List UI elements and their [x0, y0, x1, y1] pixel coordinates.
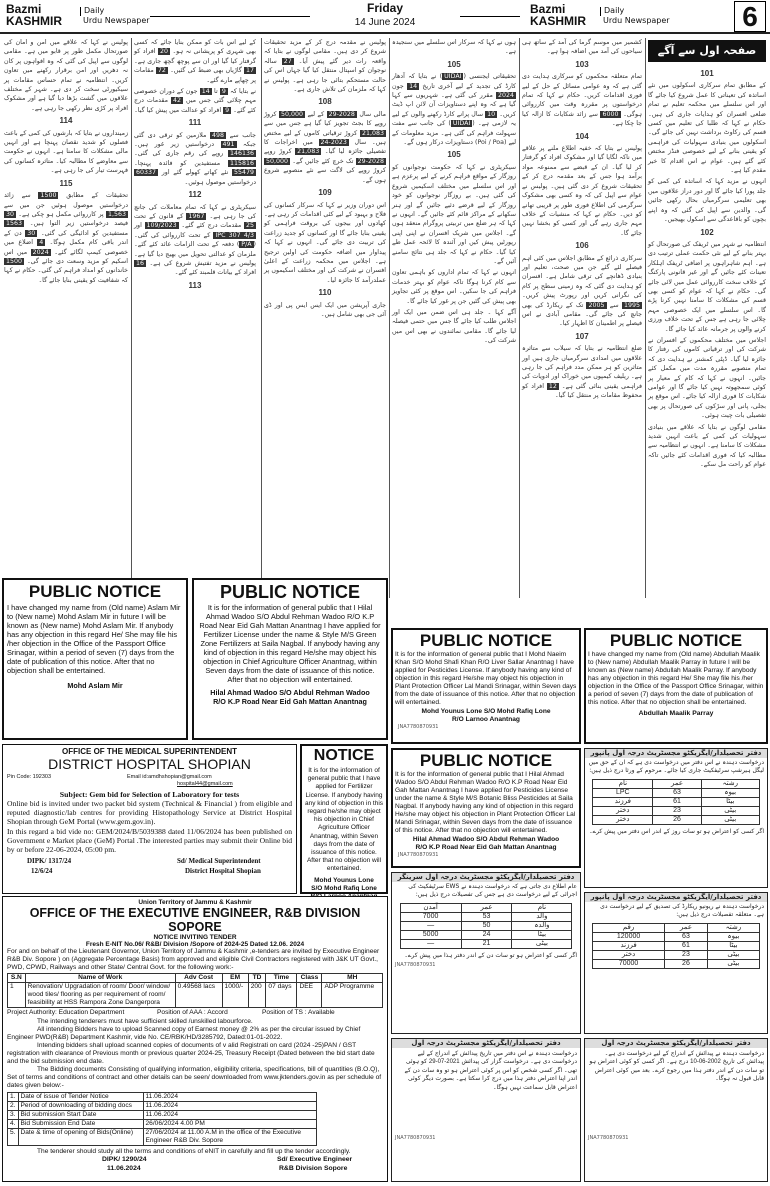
table-row	[8, 1111, 317, 1120]
tender-footnote: The tenderer should study all the terms and conditions of eNIT in carefully and fill up the tender accordingly.	[37, 1148, 351, 1155]
notice-title: PUBLIC NOTICE	[419, 631, 553, 650]
tender-condition: The intending tenderers must have sufficient skilled /unskilled labourforce.	[37, 1018, 253, 1025]
brand-daily: Daily	[600, 7, 624, 16]
table-cell: Period of downloading of bidding docs	[18, 1102, 143, 1111]
notice-title: PUBLIC NOTICE	[609, 631, 743, 650]
table-cell: 11.06.2024	[143, 1111, 317, 1120]
email-address-2: hospital44@gmail.com	[177, 781, 233, 787]
table-cell: 21	[461, 939, 512, 948]
notice-title: PUBLIC NOTICE	[219, 582, 360, 602]
notice-subject: Subject: Gem bid for Selection of Laboratory for tests	[59, 790, 240, 799]
table-cell: 1000/-	[222, 983, 248, 1008]
table-cell: Bid Submission End Date	[18, 1120, 143, 1129]
column-header: Class	[297, 974, 322, 983]
header-rule	[150, 16, 310, 17]
notice-signature: Hilal Ahmad Wadoo S/O Abdul Rehman Wadoo	[210, 688, 370, 697]
schedule-table	[7, 1092, 317, 1146]
notice-body: Online bid is invited under two packet bid system (Technical & Financial ) from eligible and reputed diagnostic/lab centres for providing Histopathology Service at District Hospital Shopian through GeM Portal (www.gem.gov.in).	[7, 799, 292, 826]
table-cell: 24	[461, 930, 512, 939]
column-header: MH	[322, 974, 383, 983]
table-cell: 2.	[8, 1102, 19, 1111]
email-address: Email id:amdhshopian@gmail.com	[127, 774, 212, 780]
column-rule	[261, 38, 262, 598]
table-cell: LPC	[593, 788, 653, 797]
notice-address: District Hospital Shopian	[185, 867, 261, 875]
urdu-classified-ad: دفتر تحصیلدار/ایگزیکٹو مجسٹریٹ درجہ اول درخواست دہندہ نے پیدائش کے اندراج کے لیے درخواست دی ہے۔ پیدائش کی تاریخ 10-06-2002 درج ہے۔ اگر کسی کو کوئی اعتراض ہو تو سات دن کے اندر دفتر ہذا میں رجوع کرے۔ بعد میں کوئی اعتراض قابل قبول نہ ہوگا۔ JNA7780870931	[584, 1038, 768, 1182]
table-cell: 1	[8, 983, 26, 1008]
notice-signature: Mohd Younus Lone S/O Mohd Rafiq Lone	[421, 708, 551, 715]
story-number: 113	[188, 280, 202, 290]
column-rule	[519, 38, 520, 598]
story-number: 114	[59, 116, 73, 126]
column-header: S.N	[8, 974, 26, 983]
story-number: 105	[447, 59, 461, 69]
column-rule	[645, 38, 646, 598]
birth-date: 29-07-2021	[428, 1059, 460, 1065]
table-cell: 7000	[400, 912, 461, 921]
article-column: پولیس نے مقدمہ درج کر کے مزید تحقیقات شروع کر دی ہیں۔ مقامی لوگوں نے بتایا کہ واقعہ رات دیر گئے پیش آیا۔ 27 سالہ نوجوان کو اسپتال منتقل کیا گیا جہاں اس کی حالت مستحکم بتائی جا رہی ہے۔ پولیس نے کہا کہ ملزمان کی تلاش جاری ہے۔ 108 مالی سال 2028-29 کے لیے 50,000 کروڑ روپے کا بجٹ تجویز کیا گیا ہے جس میں سے 21,083 کروڑ ترقیاتی کاموں کے لیے مختص ہیں۔ سال 2023-24 میں اخراجات کا تفصیلی جائزہ لیا گیا۔ 21,083 کروڑ روپے 2028-29 تک خرچ کئے جائیں گے۔ 50,000 کروڑ روپے کی لاگت سے نئے منصوبے شروع ہوں گے۔ 109 اس دوران وزیر نے کہا کہ سرکار کسانوں کی فلاح و بہبود کے لیے کئی اقدامات کر رہی ہے۔ کھادوں اور بیجوں کی بروقت فراہمی کو یقینی بنایا جائے گا اور کسانوں کو جدید زراعت کی تربیت دی جائے گی۔ انہوں نے کہا کہ پیداوار میں اضافہ حکومت کی اولین ترجیح ہے۔ اجلاس میں محکمہ زراعت کے اعلیٰ افسران نے شرکت کی اور مختلف اسکیموں پر عملدرآمد کا جائزہ لیا۔ 110 جاری آپریشن میں ایک ایس ایس پی اور ڈی آئی جی بھی شامل ہیں۔	[264, 39, 386, 318]
public-notice-fertilizer	[192, 578, 388, 740]
table-header-row	[8, 974, 383, 983]
project-authority: Project Authority: Education Department	[7, 1009, 125, 1016]
urdu-classified-ad: دفتر تحصیلدار/ایگزیکٹو مجسٹریٹ درجہ اول پانپور درخواست دہندہ نے اس دفتر میں درخواست دی ہے کہ ان کے حق میں لیگل ہیرشپ سرٹیفکیٹ جاری کیا جائے۔ مرحوم کے ورثا درج ذیل ہیں: نام عمر رشتہ LPC 63 بیوہ فرزند 61 بیٹا دختر 23 بیٹی دختر 26 بیٹی اگر کسی کو اعتراض ہو تو سات روز کے اندر اس دفتر میں پیش کرے۔	[584, 748, 768, 888]
section-banner: صفحہ اول سے آگے	[648, 40, 766, 62]
story-number: 106	[575, 241, 589, 251]
table-cell: 5000	[400, 930, 461, 939]
column-header: EM	[222, 974, 248, 983]
table-cell: 63	[664, 932, 707, 941]
notice-title: PUBLIC NOTICE	[28, 582, 162, 601]
heirs-table: رقم عمر رشتہ 120000 63 بیوہ فرزند 61 بیٹا دختر 23 بیٹی 70000 26 بیٹی	[592, 923, 759, 969]
table-cell: 11.06.2024	[143, 1093, 317, 1102]
tender-condition: All intending Bidders have to upload Scanned copy of Earnest money @ 2% as per the circular issued by Chief Engineer PWD(R&B) Department Kashmir, vide No. CE/RBK/HD/3285792, Dated:01-01-2022.	[7, 1026, 361, 1041]
notice-signature: Mohd Younus Lone	[314, 876, 374, 884]
story-number: 112	[188, 190, 202, 200]
ad-code: JNA7780870931	[398, 852, 439, 858]
notice-address: S/O Mohd Rafiq Lone	[311, 884, 377, 892]
public-notice-name-change	[2, 578, 188, 740]
office-name: OFFICE OF THE MEDICAL SUPERINTENDENT	[62, 747, 237, 756]
story-number: 107	[575, 331, 589, 341]
notice-body: I have changed my name from (Old name) Abdullah Maalik to (New name) Abdullah Maalik Parray in future I will be known as (New name) Abdullah Maalik Parray. If anybody has any objection in this regard He/ She may file his /her objection in the Office of the Passport Office Srinagar, within a period of seven (7) days from the date of publication of this notice. After that no objection shall be entertained.	[588, 651, 764, 706]
notice-address: R/O Larnoo Anantnag	[452, 716, 520, 723]
notice-signature: Sd/ Medical Superintendent	[177, 857, 261, 865]
table-cell: 26	[653, 815, 701, 824]
story-number: 115	[59, 178, 73, 188]
public-notice-name-change-2	[584, 628, 768, 744]
column-header: Name of Work	[25, 974, 175, 983]
story-number: 101	[700, 69, 714, 78]
ad-code: JNA7780870931	[588, 1134, 629, 1141]
urdu-classified-ad: دفتر تحصیلدار/ایگزیکٹو مجسٹریٹ درجہ اول پانپور درخواست دہندہ نے ریونیو ریکارڈ کی تصدیق کے لیے درخواست دی ہے۔ متعلقہ تفصیلات درج ذیل ہیں: رقم عمر رشتہ 120000 63 بیوہ فرزند 61 بیٹا دختر 23 بیٹی 70000 26 بیٹی	[584, 892, 768, 1034]
article-column: ہوں نے کہا کہ سرکار اس سلسلے میں سنجیدہ ہے۔ 105 تحقیقاتی ایجنسی (UIDAI) نے بتایا کہ آدھار کارڈ کی تجدید کے لیے آخری تاریخ 14 جون 2024 مقرر کی گئی ہے۔ شہریوں سے کہا گیا ہے کہ وہ اپنے دستاویزات آن لائن اپ ڈیٹ کریں۔ 10 سال پرانے کارڈ رکھنے والوں کے لیے یہ لازمی ہے۔ (UIDAI) کی جانب سے مفت سہولت فراہم کی گئی ہے۔ مزید معلومات کے لیے (Poi / Poa) دستاویزات درکار ہوں گے۔ 105 سیکریٹری نے کہا کہ حکومت نوجوانوں کو روزگار کے مواقع فراہم کرنے کے لیے پرعزم ہے اور اس سلسلے میں مختلف اسکیمیں شروع کی گئی ہیں۔ بے روزگار نوجوانوں کو خود روزگار کے لیے قرضے دئیے جائیں گے اور ہنر سکھانے کے مراکز قائم کئے جائیں گے۔ انہوں نے کہا کہ ہر ضلع میں تربیتی پروگرام منعقد ہوں گے۔ اجلاس میں شریک افسران نے اپنی اپنی رپورٹیں پیش کیں اور آئندہ کا لائحہ عمل طے کیا گیا۔ حکام نے کہا کہ جلد ہی نتائج سامنے آئیں گے۔ انہوں نے کہا کہ تمام اداروں کو باہمی تعاون سے کام کرنا ہوگا تاکہ عوام کو بہتر خدمات فراہم کی جا سکیں۔ اس موقع پر کئی تجاویز بھی پیش کی گئیں جن پر غور کیا جائے گا۔ آگے کہا ۔ جلد ہی اس ضمن میں ایک اور اجلاس طلب کیا جائے گا جس میں حتمی فیصلہ لیا جائے گا۔ مقامی نمائندوں نے بھی اس میں شرکت کی۔	[392, 39, 516, 345]
notice-intro: For and on behalf of the Lieutenant Governor, Union Territory of Jammu & Kashmir ,e-tenders are invited by Executive Engineer R&B Div. Sopore ) on (Aggregate Percentage Basis) from approved and eligible Civil Contractors registered with J&K UT Govt., PWD, CPWD, Railways and other State/ Central Govt. for the following work:-	[7, 948, 380, 971]
table-cell: DEE	[297, 983, 322, 1008]
office-name: OFFICE OF THE EXECUTIVE ENGINEER, R&B DIVISION SOPORE	[29, 906, 361, 934]
table-cell: 5.	[8, 1129, 19, 1146]
story-number: 104	[575, 131, 589, 141]
tender-notice	[2, 896, 388, 1182]
brand-tagline: Urdu Newspaper	[603, 16, 670, 25]
ut-name: Union Territory of Jammu & Kashmir	[138, 899, 252, 906]
table-cell: 61	[653, 797, 701, 806]
applicants-table: آمدن عمر نام 7000 53 والد — 50 والدہ 5000 24 بیٹا — 21 بیٹی	[400, 903, 573, 949]
notice-signature: Abdullah Maalik Parray	[638, 710, 714, 717]
table-cell: 0.49568 lacs	[175, 983, 222, 1008]
brand-name: KASHMIR	[6, 14, 62, 28]
notice-signature: Sd/ Executive Engineer	[277, 1156, 353, 1163]
table-cell: ADP Programme	[322, 983, 383, 1008]
dipk-ref: DIPK/ 1317/24	[27, 857, 72, 865]
column-rule	[389, 38, 390, 598]
table-cell: 23	[653, 806, 701, 815]
brand-name: KASHMIR	[530, 14, 586, 28]
table-cell: 70000	[593, 959, 665, 968]
article-column: پولیس نے کہا کہ علاقے میں امن و امان کی صورتحال مکمل طور پر قابو میں ہے۔ مقامی لوگوں سے اپیل کی گئی کہ وہ افواہوں پر کان نہ دھریں اور امن برقرار رکھنے میں تعاون کریں۔ انتظامیہ نے تمام حساس مقامات پر سیکیورٹی سخت کر دی ہے۔ شہر کے مختلف علاقوں میں گشت بڑھا دیا گیا ہے اور مشکوک افراد پر کڑی نظر رکھی جا رہی ہے۔ 114 زمینداروں نے بتایا کہ بارشوں کی کمی کے باعث فصلوں کو شدید نقصان پہنچا ہے اور انہیں مالی مشکلات کا سامنا ہے۔ انہوں نے حکومت سے معاوضے کا مطالبہ کیا۔ متاثرہ کسانوں کی فہرست تیار کی جا رہی ہے۔ 115 تحقیقات کے مطابق 1500 سے زائد درخواستیں موصول ہوئیں جن میں سے 1,563 پر کارروائی مکمل ہو چکی ہے۔ 30 فیصد درخواستیں زیر التوا ہیں۔ 1563 مستفیدین کو ادائیگی کی گئی۔ 30 دن کے اندر باقی کام مکمل ہوگا۔ 4 اضلاع میں خصوصی کیمپ لگائے گئے۔ 2024 میں اس اسکیم کو مزید وسعت دی جائے گی۔ 1500 خاندانوں کو امداد فراہم کی گئی۔ حکام نے کہا کہ شفافیت کو یقینی بنایا جائے گا۔	[4, 39, 128, 284]
notice-title: NOTICE	[313, 747, 375, 764]
notice-body: It is for the information of general public that I Mohd Naeim Khan S/O Mohd Shafi Khan R/O Liver Sallar Anantnag I have applied for Pesticides License. If anybody having any kind of objection in this regard He/she may object his objection in Plant Protection Officer Lal Mandi Srinagar, within Seven days from the date of issuance of this notice. After that no objection will entertained.	[395, 651, 577, 706]
story-number: 102	[700, 227, 714, 237]
notice-body: I have changed my name from (Old name) Aslam Mir to (New name) Mohd Aslam Mir in future I will be known as (New name) Mohd Aslam Mir. If anybody has any objection in this regard He/ She may file his /her objection in the Office of the Passport Office Srinagar, within a period of seven (7) days from the date of publication of this notice. After that no objection shall be entertained.	[7, 603, 181, 675]
notice-body: In this regard a bid vide no: GEM/2024/B/5039388 dated 11/06/2024 has been published on Government e Market place (GeM) Portal .The interested parties may submit their Online bid by or before 22-06-2024, 05:00 pm.	[7, 827, 292, 854]
ad-code: JNA7780870931	[395, 1135, 436, 1141]
brand-daily: Daily	[80, 7, 104, 16]
notice-title: PUBLIC NOTICE	[419, 751, 553, 770]
story-number: 105	[447, 150, 461, 160]
notice-body: It is for the information of general public that I have applied for Fertilizer License. If anybody having any kind of objection in this regard he/she may object his objection in Chief Agriculture Officer Anantnag, within Seven days from the date of issuance of this notice. After that no objection will entertained.	[304, 767, 384, 873]
table-row	[8, 1102, 317, 1111]
table-cell: 26/06/2024 4.00 PM	[143, 1120, 317, 1129]
table-row	[8, 983, 383, 1008]
table-cell: 23	[664, 950, 707, 959]
work-table	[7, 973, 383, 1008]
notice-address: R&B Division Sopore	[279, 1165, 348, 1172]
table-cell: Date & time of opening of Bids(Online)	[18, 1129, 143, 1146]
table-cell: 11.06.2024	[143, 1102, 317, 1111]
table-row	[8, 1093, 317, 1102]
masthead	[0, 0, 770, 34]
nit-number: Fresh E-NIT No.06/ R&B/ Division /Sopore of 2024-25 Dated 12.06. 2024	[85, 941, 305, 948]
story-number: 110	[318, 288, 332, 298]
story-number: 111	[188, 118, 202, 128]
ad-code: JNA7780870931	[395, 962, 436, 968]
notice-body: It is for the information of general public that I Hilal Ahmad Wadoo S/O Abdul Rehman Wadoo R/O K.P Road Near Eid Gah Mattan Anantnag I have applied for Pesticides License under the name & Style M/S Botanic Bliss Pesticides at Saila Nagbal. If anybody having any kind of objection in this regard He/she may object his objection in Plant Protection Officer Lal Mandi Srinagar, within Seven days from the date of issuance of this notice. After that no objection will entertained.	[395, 771, 576, 834]
table-cell: Date of issue of Tender Notice	[18, 1093, 143, 1102]
hospital-name: DISTRICT HOSPITAL SHOPIAN	[48, 756, 251, 772]
notice-subtitle: NOTICE INVITING TENDER	[153, 934, 237, 941]
tender-condition: The Bidding documents Consisting of qualifying information, eligibility criteria, specifications, bill of quantities (B.O.Q), Set of terms and conditions of contract and other details can be seen/ downloaded from www.jktenders.gov.in as per schedule of dates given below:-	[7, 1066, 382, 1089]
table-cell: 53	[461, 912, 512, 921]
story-number: 109	[318, 188, 332, 198]
pin-code: Pin Code: 192303	[7, 774, 52, 780]
article-column: 101 کے مطابق تمام سرکاری اسکولوں میں نئے اساتذہ کی تعیناتی کا عمل شروع کیا جائے گا اور اس سلسلے میں محکمہ تعلیم نے تمام ضلعی افسران کو ہدایات جاری کی ہیں۔ حکام نے کہا کہ طلبا کی تعلیم میں کسی قسم کی رکاوٹ برداشت نہیں کی جائے گی۔ اسکولوں میں بنیادی سہولیات کی فراہمی کو یقینی بنانے کے لیے خصوصی فنڈز مختص کئے گئے ہیں۔ عوام نے اس اقدام کا خیر مقدم کیا ہے۔ انہوں نے مزید کہا کہ اساتذہ کی کمی کو جلد پورا کیا جائے گا اور دور دراز علاقوں میں بھی تعلیمی سرگرمیاں بحال رکھی جائیں گی۔ والدین سے اپیل کی گئی کہ وہ اپنے بچوں کو باقاعدگی سے اسکول بھیجیں۔ 102 انتظامیہ نے شہر میں ٹریفک کی صورتحال کو بہتر بنانے کے لیے نئی حکمت عملی ترتیب دی ہے۔ اہم شاہراہوں پر اضافی ٹریفک اہلکار تعینات کئے جائیں گے اور غیر قانونی پارکنگ کے خلاف سخت کارروائی عمل میں لائی جائے گی۔ حکام نے کہا کہ عوام کو کسی بھی قسم کی مشکلات کا سامنا نہیں کرنا پڑے گا۔ اس سلسلے میں ایک خصوصی مہم چلائی جا رہی ہے جس کے تحت خلاف ورزی کرنے والوں پر جرمانہ عائد کیا جائے گا۔ اجلاس میں مختلف محکموں کے افسران نے شرکت کی اور ترقیاتی کاموں کی رفتار کا جائزہ لیا گیا۔ ڈپٹی کمشنر نے ہدایت دی کہ تمام منصوبے مقررہ مدت میں مکمل کئے جائیں۔ انہوں نے کہا کہ کام کے معیار پر کوئی سمجھوتہ نہیں کیا جائے گا اور عوامی شکایات کا فوری ازالہ کیا جائے۔ اس موقع پر بجلی، پانی اور سڑکوں کی صورتحال پر بھی تفصیلی بات چیت ہوئی۔ مقامی لوگوں نے بتایا کہ علاقے میں بنیادی سہولیات کی کمی کے باعث انہیں شدید مشکلات کا سامنا ہے۔ انہوں نے انتظامیہ سے مطالبہ کیا کہ فوری اقدامات کئے جائیں تاکہ عوام کو راحت مل سکے۔	[648, 69, 766, 469]
table-cell: 63	[653, 788, 701, 797]
table-cell: 120000	[593, 932, 665, 941]
tender-condition: Intending bidders shall upload scanned copies of documents of v alid Registrati on card (2024 -25)PAN / GST registration with clearance of Previous month or previous quarter 2024-25, Treasury Receipt (Dated between the bid start date and the bid submission end date.	[7, 1042, 375, 1065]
ts-position: Position of TS : Available	[262, 1009, 335, 1016]
heirs-table: نام عمر رشتہ LPC 63 بیوہ فرزند 61 بیٹا دختر 23 بیٹی دختر 26 بیٹی	[592, 779, 759, 825]
table-row	[8, 1129, 317, 1146]
table-cell: 50	[461, 921, 512, 930]
table-cell: 1.	[8, 1093, 19, 1102]
article-column: کشمیر میں موسم گرما کی آمد کے ساتھ ہی سیاحوں کی آمد میں اضافہ ہوا ہے۔ 103 تمام متعلقہ محکموں کو سرکاری ہدایت دی گئی ہے کہ وہ عوامی مسائل کے حل کے لیے فوری اقدامات کریں۔ حکام نے کہا کہ تمام درخواستوں پر مقررہ وقت میں کارروائی ہوگی۔ 6000 سے زائد شکایات کا ازالہ کیا جا چکا ہے۔ 104 پولیس نے بتایا کہ خفیہ اطلاع ملنے پر علاقے میں ناکہ لگایا گیا اور مشکوک افراد کو گرفتار کر لیا گیا۔ ان کے قبضے سے ممنوعہ مواد برآمد ہوا جس کے بعد مقدمہ درج کر کے تحقیقات شروع کر دی گئی ہیں۔ پولیس نے عوام سے اپیل کی کہ وہ کسی بھی مشکوک سرگرمی کی اطلاع فوری طور پر قریبی تھانے کو دیں۔ حکام نے کہا کہ منشیات کے خلاف مہم جاری رہے گی اور کسی کو بخشا نہیں جائے گا۔ 106 سرکاری ذرائع کے مطابق اجلاس میں کئی اہم فیصلے لئے گئے جن میں صحت، تعلیم اور بنیادی ڈھانچے کی ترقی شامل ہے۔ افسران کو ہدایت دی گئی کہ وہ زمینی سطح پر کام کی نگرانی کریں اور رپورٹ پیش کریں۔ 1995 سے 2005 تک کے ریکارڈ کی بھی جانچ کی جائے گی۔ مقامی آبادی نے اس فیصلے پر اطمینان کا اظہار کیا۔ 107 ضلع انتظامیہ نے بتایا کہ سیلاب سے متاثرہ علاقوں میں امدادی سرگرمیاں جاری ہیں اور متاثرین کو ہر ممکن مدد فراہم کی جا رہی ہے۔ ریلیف کیمپوں میں خوراک اور ادویات کی فراہمی یقینی بنائی گئی ہے۔ 12 افراد کو محفوظ مقامات پر منتقل کیا گیا۔	[522, 39, 642, 400]
aaa-position: Position of AAA : Accord	[157, 1009, 228, 1016]
column-header: Adv Cost	[175, 974, 222, 983]
notice-address: R/O K.P Road Near Eid Gah Mattan Anantnag	[415, 844, 557, 851]
header-rule	[460, 16, 520, 17]
table-row	[8, 1120, 317, 1129]
urdu-classified-ad: دفتر تحصیلدار/ایگزیکٹو مجسٹریٹ درجہ اول سرینگر عام اطلاع دی جاتی ہے کہ درخواست دہندہ نے EWS سرٹیفکیٹ کی اجرائی کے لیے درخواست دی ہے جس کی تفصیلات درج ذیل ہیں: آمدن عمر نام 7000 53 والد — 50 والدہ 5000 24 بیٹا — 21 بیٹی اگر کسی کو اعتراض ہو تو سات دن کے اندر دفتر ہذا میں پیش کرے۔ JNA7780870931	[391, 872, 581, 1034]
column-header: Time	[266, 974, 297, 983]
table-cell: 61	[664, 941, 707, 950]
table-cell: 26	[664, 959, 707, 968]
issue-day: Friday	[366, 1, 403, 15]
notice-fertilizer-2	[300, 744, 388, 894]
notice-address: R/O K.P Road Near Eid Gah Mattan Anantnag	[213, 697, 367, 706]
table-cell: Renovation/ Upgradation of room/ Door/ window/ wood tiles/ flooring as per requirement of room/ feasibility at HSS Rampora Zone Dangerpora	[25, 983, 175, 1008]
issue-date: 14 June 2024	[354, 17, 416, 28]
column-header: TD	[248, 974, 266, 983]
brand-name: Bazmi	[530, 2, 566, 16]
public-notice-pesticide-2	[391, 748, 581, 868]
hospital-tender-notice	[2, 744, 297, 894]
table-cell: Bid submission Start Date	[18, 1111, 143, 1120]
birth-date: 10-06-2002	[690, 1059, 721, 1065]
brand-tagline: Urdu Newspaper	[83, 16, 150, 25]
dipk-ref: DIPK/ 1290/24	[102, 1156, 147, 1163]
story-number: 103	[575, 59, 589, 69]
page-number: 6	[734, 1, 766, 32]
notice-signature: Mohd Aslam Mir	[67, 681, 123, 690]
notice-date: 12/6/24	[31, 867, 53, 875]
story-number: 108	[318, 97, 332, 107]
public-notice-pesticide	[391, 628, 581, 744]
table-cell: 200	[248, 983, 266, 1008]
table-cell: 27/06/2024 at 11.00 A.M in the office of the Executive Engineer R&B Div. Sopore	[143, 1129, 317, 1146]
table-cell: 07 days	[266, 983, 297, 1008]
article-column: کے لیے اس بات کو ممکن بنایا جائے کہ کسی بھی شہری کو پریشانی نہ ہو۔ 20 افراد کو گرفتار کیا گیا اور ان سے پوچھ گچھ جاری ہے۔ 17 گاڑیاں بھی ضبط کی گئیں۔ 72 مقامات پر چھاپے مارے گئے۔ نے بتایا کہ 9 تا 14 جون کے دوران خصوصی مہم چلائی گئی جس میں 42 مقدمات درج کئے گئے۔ 9 افراد کو عدالت میں پیش کیا گیا۔ 111 جانب سے 498 ملازمین کو ترقی دی گئی جبکہ 491 درخواستیں زیر غور ہیں۔ 146136 روپے کی رقم جاری کی گئی۔ 115816 مستفیدین کو فائدہ پہنچا۔ 55479 نئے کھاتے کھولے گئے اور 60337 درخواستیں موصول ہوئیں۔ 112 سیکریٹری نے کہا کہ تمام معاملات کی جانچ کی جا رہی ہے۔ 1967 کے قانون کے تحت 25 مقدمات درج کئے گئے۔ 109/2023 اور 4/3 IPC 307 کے تحت کارروائی کی گئی۔ (P/A) دفعہ کے تحت الزامات عائد کئے گئے۔ ملزمان کو عدالتی تحویل میں بھیج دیا گیا ہے۔ پولیس نے مزید تفتیش شروع کی ہے۔ 16 افراد کے بیانات قلمبند کئے گئے۔ 113	[134, 39, 257, 290]
notice-body: It is for the information of general public that I Hilal Ahmad Wadoo S/O Abdul Rehman Wadoo R/O K.P Road Near Eid Gah Mattan Anantnag I have applied for Fertilizer License under the name & Style M/S Green Zone Fertilizers at Saila Nagbal. If anybody having any kind of objection in this regard He/she may object his objection in Chief Agriculture Officer Anantnag, within Seven days from the date of issuance of this notice. After that no objection will entertained.	[199, 603, 381, 684]
brand-name: Bazmi	[6, 2, 42, 16]
column-rule	[131, 38, 132, 598]
notice-date: 11.06.2024	[107, 1165, 141, 1172]
table-cell: 4.	[8, 1120, 19, 1129]
urdu-classified-ad: دفتر تحصیلدار/ایگزیکٹو مجسٹریٹ درجہ اول درخواست دہندہ نے اس دفتر میں تاریخ پیدائش کے اندراج کے لیے درخواست دی ہے۔ درخواست گزار کی پیدائش 29-07-2021 کو ہوئی تھی۔ اگر کسی شخص کو اس پر کوئی اعتراض ہو تو وہ سات دن کے اندر اپنا اعتراض دفتر ہذا میں درج کرا سکتا ہے۔ بصورت دیگر کوئی اعتراض قابل سماعت نہیں ہوگا۔ JNA7780870931	[391, 1038, 581, 1182]
ad-code: JNA7780870931	[398, 724, 439, 730]
notice-signature: Hilal Ahmad Wadoo S/O Abdul Rehman Wadoo	[412, 836, 560, 843]
table-cell: 3.	[8, 1111, 19, 1120]
